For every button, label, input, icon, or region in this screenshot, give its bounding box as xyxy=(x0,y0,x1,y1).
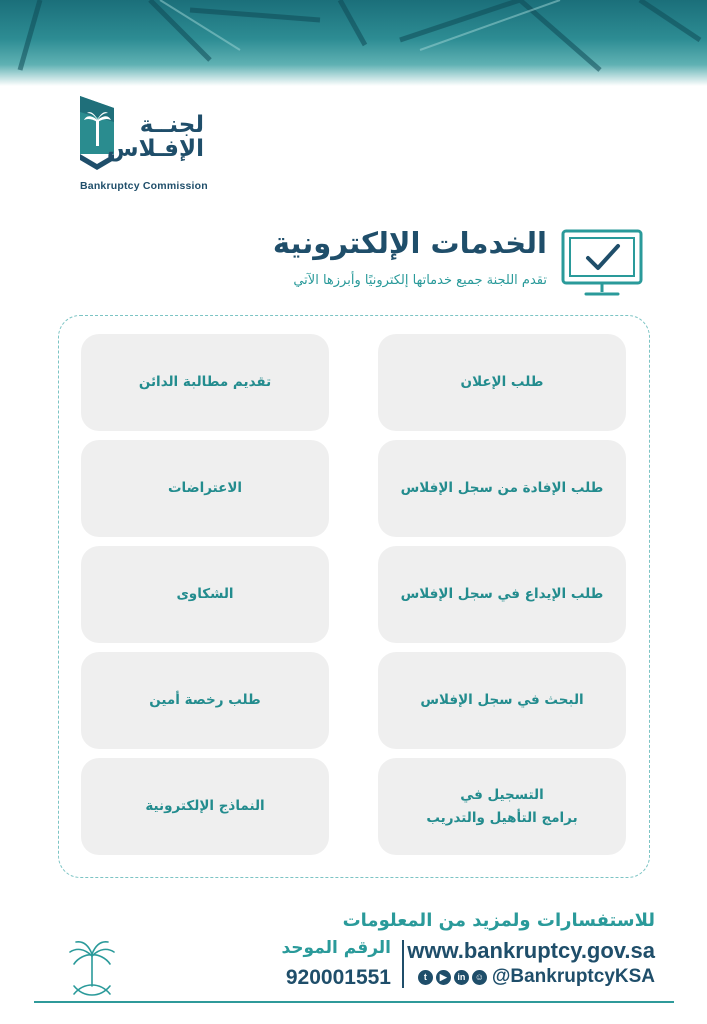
service-label: طلب الإعلان xyxy=(460,374,544,391)
unified-number-label: الرقم الموحد xyxy=(281,938,391,958)
banner-decoration xyxy=(0,0,707,86)
unified-number[interactable]: 920001551 xyxy=(285,966,391,989)
page-title: الخدمات الإلكترونية xyxy=(272,226,547,260)
page-subtitle: تقدم اللجنة جميع خدماتها إلكترونيًا وأبرزها الآتي xyxy=(293,273,547,288)
footer-divider xyxy=(402,940,404,988)
logo-arabic-line2: الإفـلاس xyxy=(106,136,204,162)
service-card-training-registration[interactable] xyxy=(378,758,626,855)
service-label: الاعتراضات xyxy=(167,480,243,497)
service-card-electronic-forms[interactable] xyxy=(81,758,329,855)
header-banner xyxy=(0,0,707,86)
snapchat-icon[interactable]: ☺ xyxy=(472,970,487,985)
service-label: الشكاوى xyxy=(176,586,234,603)
service-label: تقديم مطالبة الدائن xyxy=(138,374,272,391)
service-card-trustee-license[interactable] xyxy=(81,652,329,749)
service-card-creditor-claim[interactable] xyxy=(81,334,329,431)
website-link[interactable]: www.bankruptcy.gov.sa xyxy=(407,938,655,963)
footer-rule xyxy=(34,1001,674,1003)
footer-inquiry-text: للاستفسارات ولمزيد من المعلومات xyxy=(342,910,655,931)
service-card-objections[interactable] xyxy=(81,440,329,537)
twitter-icon[interactable]: t xyxy=(418,970,433,985)
youtube-icon[interactable]: ▶ xyxy=(436,970,451,985)
commission-logo xyxy=(78,92,218,197)
service-card-registry-search[interactable] xyxy=(378,652,626,749)
service-label: طلب الإفادة من سجل الإفلاس xyxy=(400,480,604,497)
logo-english-name: Bankruptcy Commission xyxy=(80,180,208,192)
palm-swords-icon xyxy=(64,936,120,1002)
social-handle[interactable]: @BankruptcyKSA xyxy=(491,966,655,987)
service-label: طلب رخصة أمين xyxy=(149,692,261,709)
service-card-registry-deposit[interactable] xyxy=(378,546,626,643)
service-card-registry-statement[interactable] xyxy=(378,440,626,537)
service-card-complaints[interactable] xyxy=(81,546,329,643)
linkedin-icon[interactable]: in xyxy=(454,970,469,985)
service-label: طلب الإيداع في سجل الإفلاس xyxy=(400,586,604,603)
service-card-announcement-request[interactable] xyxy=(378,334,626,431)
service-label: النماذج الإلكترونية xyxy=(145,798,265,815)
logo-arabic-line1: لجنــة xyxy=(139,112,204,138)
monitor-check-icon xyxy=(560,228,644,300)
social-links xyxy=(418,966,655,988)
service-label: البحث في سجل الإفلاس xyxy=(420,692,584,709)
service-label: التسجيل في برامج التأهيل والتدريب xyxy=(426,786,578,826)
